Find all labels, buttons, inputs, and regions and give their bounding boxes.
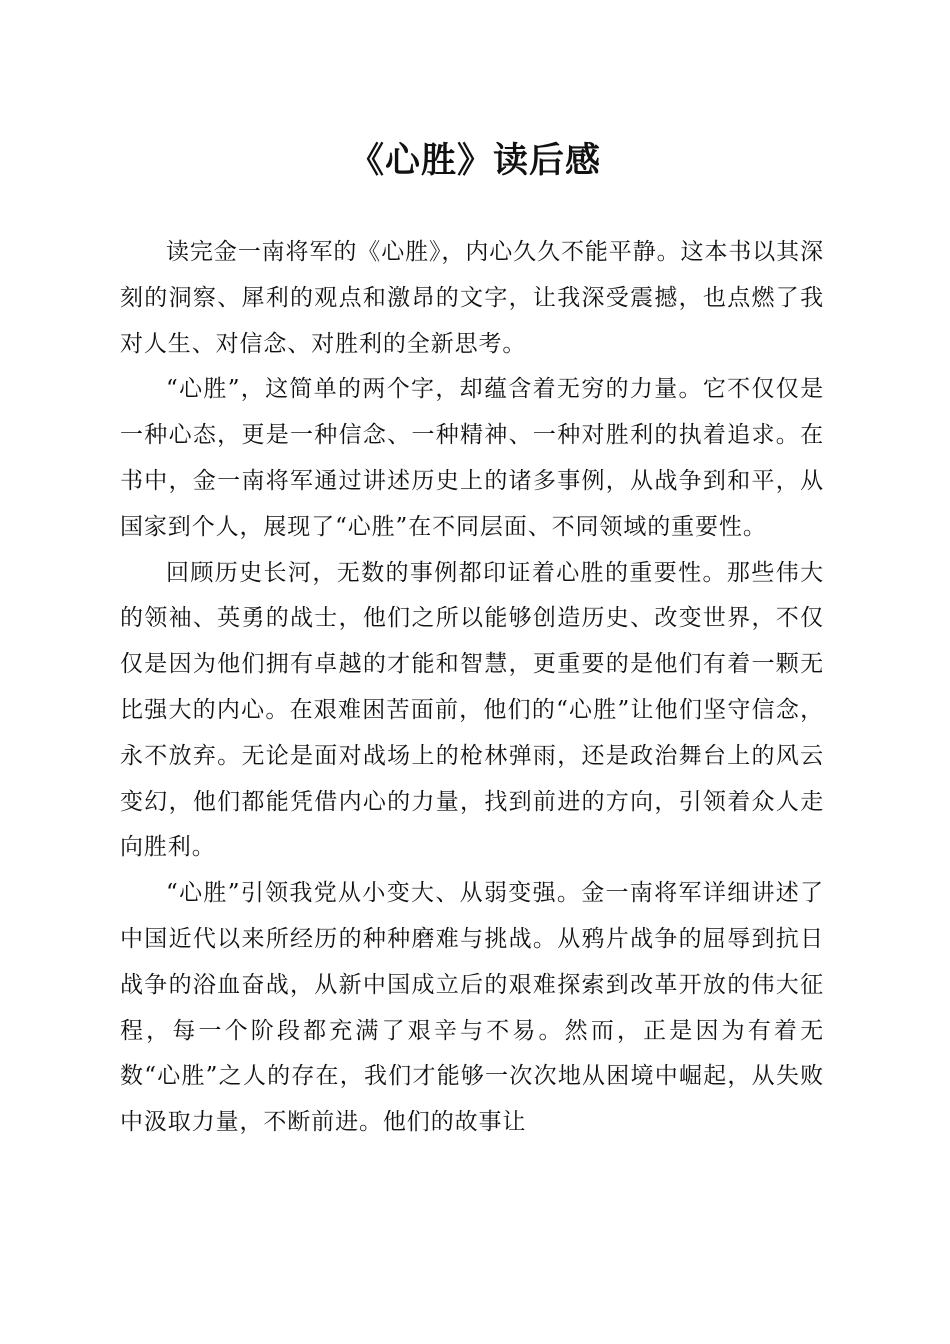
paragraph: 回顾历史长河，无数的事例都印证着心胜的重要性。那些伟大的领袖、英勇的战士，他们之所以能够创造历史、改变世界，不仅仅是因为他们拥有卓越的才能和智慧，更重要的是他们有着一颗无比强大的内心。在艰难困苦面前，他们的“心胜”让他们坚守信念，永不放弃。无论是面对战场上的枪林弹雨，还是政治舞台上的风云变幻，他们都能凭借内心的力量，找到前进的方向，引领着众人走向胜利。 [120,559,824,861]
paragraph: 读完金一南将军的《心胜》，内心久久不能平静。这本书以其深刻的洞察、犀利的观点和激昂的文字，让我深受震撼，也点燃了我对人生、对信念、对胜利的全新思考。 [120,239,824,357]
document-title: 《心胜》读后感 [348,140,601,181]
paragraph: “心胜”，这简单的两个字，却蕴含着无穷的力量。它不仅仅是一种心态，更是一种信念、一种精神、一种对胜利的执着追求。在书中，金一南将军通过讲述历史上的诸多事例，从战争到和平，从国家到个人，展现了“心胜”在不同层面、不同领域的重要性。 [120,376,824,540]
document-body [120,230,824,1146]
paragraph: “心胜”引领我党从小变大、从弱变强。金一南将军详细讲述了中国近代以来所经历的种种磨难与挑战。从鸦片战争的屈辱到抗日战争的浴血奋战，从新中国成立后的艰难探索到改革开放的伟大征程，每一个阶段都充满了艰辛与不易。然而，正是因为有着无数“心胜”之人的存在，我们才能够一次次地从困境中崛起，从失败中汲取力量，不断前进。他们的故事让 [120,880,824,1136]
